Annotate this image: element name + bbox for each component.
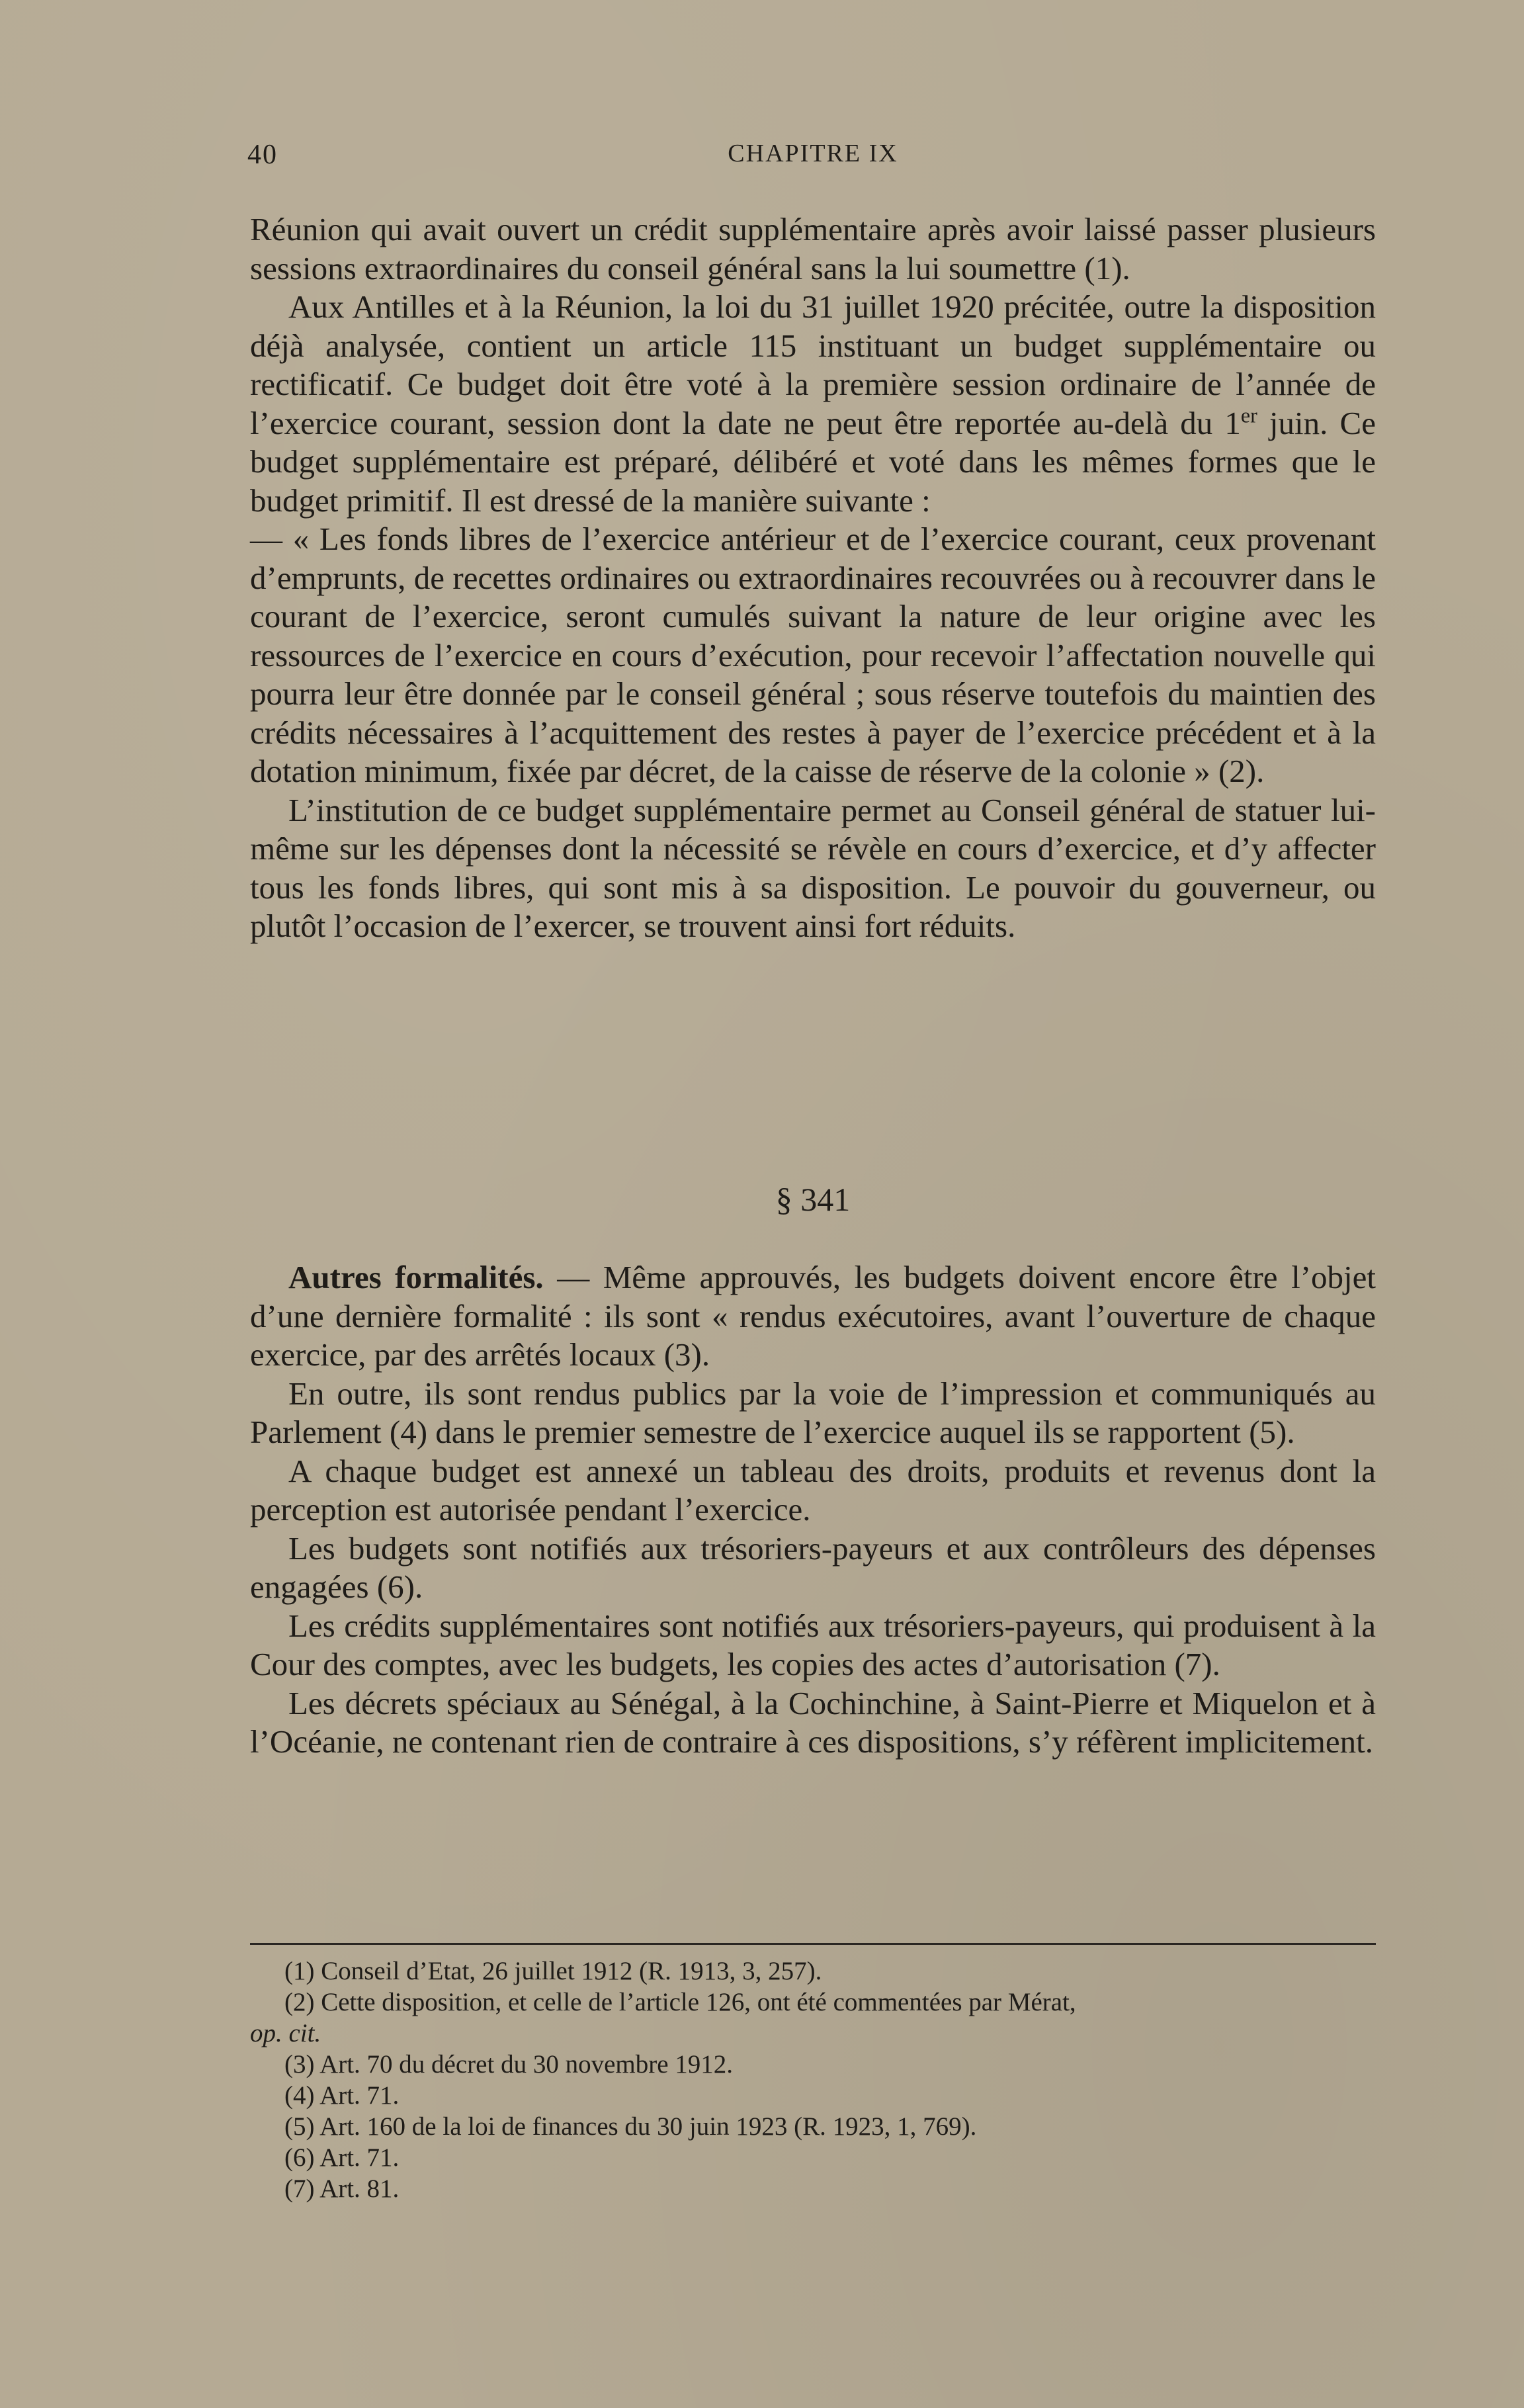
quotation-paragraph: — « Les fonds libres de l’exercice antérieur et de l’exercice courant, ceux provenant d’emprunts, de recettes ordinaires ou extraordinaires recouvrées ou à recouvrer dans le courant de l’exercice, seront cumulés suivant la nature de leur origine avec les ressources de l’exercice en cours d’exécution, pour recevoir l’affectation nouvelle qui pourra leur être donnée par le conseil général ; sous réserve toutefois du maintien des crédits nécessaires à l’acquittement des restes à payer de l’exercice précédent et à la dotation minimum, fixée par décret, de la caisse de réserve de la colonie » (2). (250, 521, 1376, 789)
section-heading: § 341 (775, 1181, 851, 1218)
footnote: (6) Art. 71. (284, 2143, 400, 2172)
footnote-continuation: op. cit. (250, 2019, 321, 2047)
paragraph: Réunion qui avait ouvert un crédit supplémentaire après avoir laissé passer plusieurs sessions extraordinaires du conseil général sans la lui soumettre (1). (250, 211, 1376, 286)
footnotes (250, 1956, 1376, 2204)
paragraph (250, 1258, 1376, 1375)
paragraph: Les budgets sont notifiés aux trésoriers-payeurs et aux contrôleurs des dépenses engagées (6). (250, 1529, 1376, 1605)
footnote-divider (250, 1943, 1376, 1945)
footnote: (3) Art. 70 du décret du 30 novembre 1912. (284, 2050, 734, 2079)
paragraph-text: juin. Ce budget supplémentaire est préparé, délibéré et voté dans les mêmes formes que le budget primitif. Il est dressé de la manière suivante : (250, 404, 1376, 519)
paragraph: L’institution de ce budget supplémentaire permet au Conseil général de statuer lui-même sur les dépenses dont la nécessité se révèle en cours d’exercice, et d’y affecter tous les fonds libres, qui sont mis à sa disposition. Le pouvoir du gouverneur, ou plutôt l’occasion de l’exercer, se trouvent ainsi fort réduits. (250, 791, 1376, 944)
footnote: (4) Art. 71. (284, 2081, 400, 2110)
paragraph-heading: Autres formalités. (288, 1259, 544, 1295)
chapter-title: CHAPITRE IX (728, 140, 898, 167)
paragraph: Les crédits supplémentaires sont notifiés aux trésoriers-payeurs, qui produisent à la Cour des comptes, avec les budgets, les copies des actes d’autorisation (7). (250, 1607, 1376, 1682)
footnote: (2) Cette disposition, et celle de l’article 126, ont été commentées par Mérat, (284, 1988, 1076, 2016)
paragraph: En outre, ils sont rendus publics par la voie de l’impression et communiqués au Parlement (4) dans le premier semestre de l’exercice auquel ils se rapportent (5). (250, 1375, 1376, 1450)
page-number: 40 (247, 140, 278, 170)
footnote: (5) Art. 160 de la loi de finances du 30 juin 1923 (R. 1923, 1, 769). (284, 2112, 977, 2141)
paragraph: Les décrets spéciaux au Sénégal, à la Cochinchine, à Saint-Pierre et Miquelon et à l’Océanie, ne contenant rien de contraire à ces dispositions, s’y réfèrent implicitement. (250, 1684, 1376, 1760)
footnote: (1) Conseil d’Etat, 26 juillet 1912 (R. 1913, 3, 257). (284, 1957, 822, 1985)
ordinal-suffix: er (1240, 403, 1257, 427)
paragraph: A chaque budget est annexé un tableau des droits, produits et revenus dont la perception est autorisée pendant l’exercice. (250, 1452, 1376, 1527)
paragraph-text: — Même approuvés, les budgets doivent encore être l’objet d’une dernière formalité : ils sont « rendus exécutoires, avant l’ouverture de chaque exercice, par des arrêtés locaux (3). (250, 1259, 1376, 1373)
paragraph (250, 288, 1376, 520)
body-text-upper (250, 210, 1376, 946)
footnote: (7) Art. 81. (284, 2174, 400, 2203)
running-head (247, 139, 1378, 172)
body-text-lower (250, 1258, 1376, 1762)
paragraph-text: Aux Antilles et à la Réunion, la loi du 31 juillet 1920 précitée, outre la disposition déjà analysée, contient un article 115 instituant un budget supplémentaire ou rectificatif. Ce budget doit être voté à la première session ordinaire de l’année de l’exercice courant, session dont la date ne peut être reportée au-delà du 1 (250, 288, 1376, 441)
